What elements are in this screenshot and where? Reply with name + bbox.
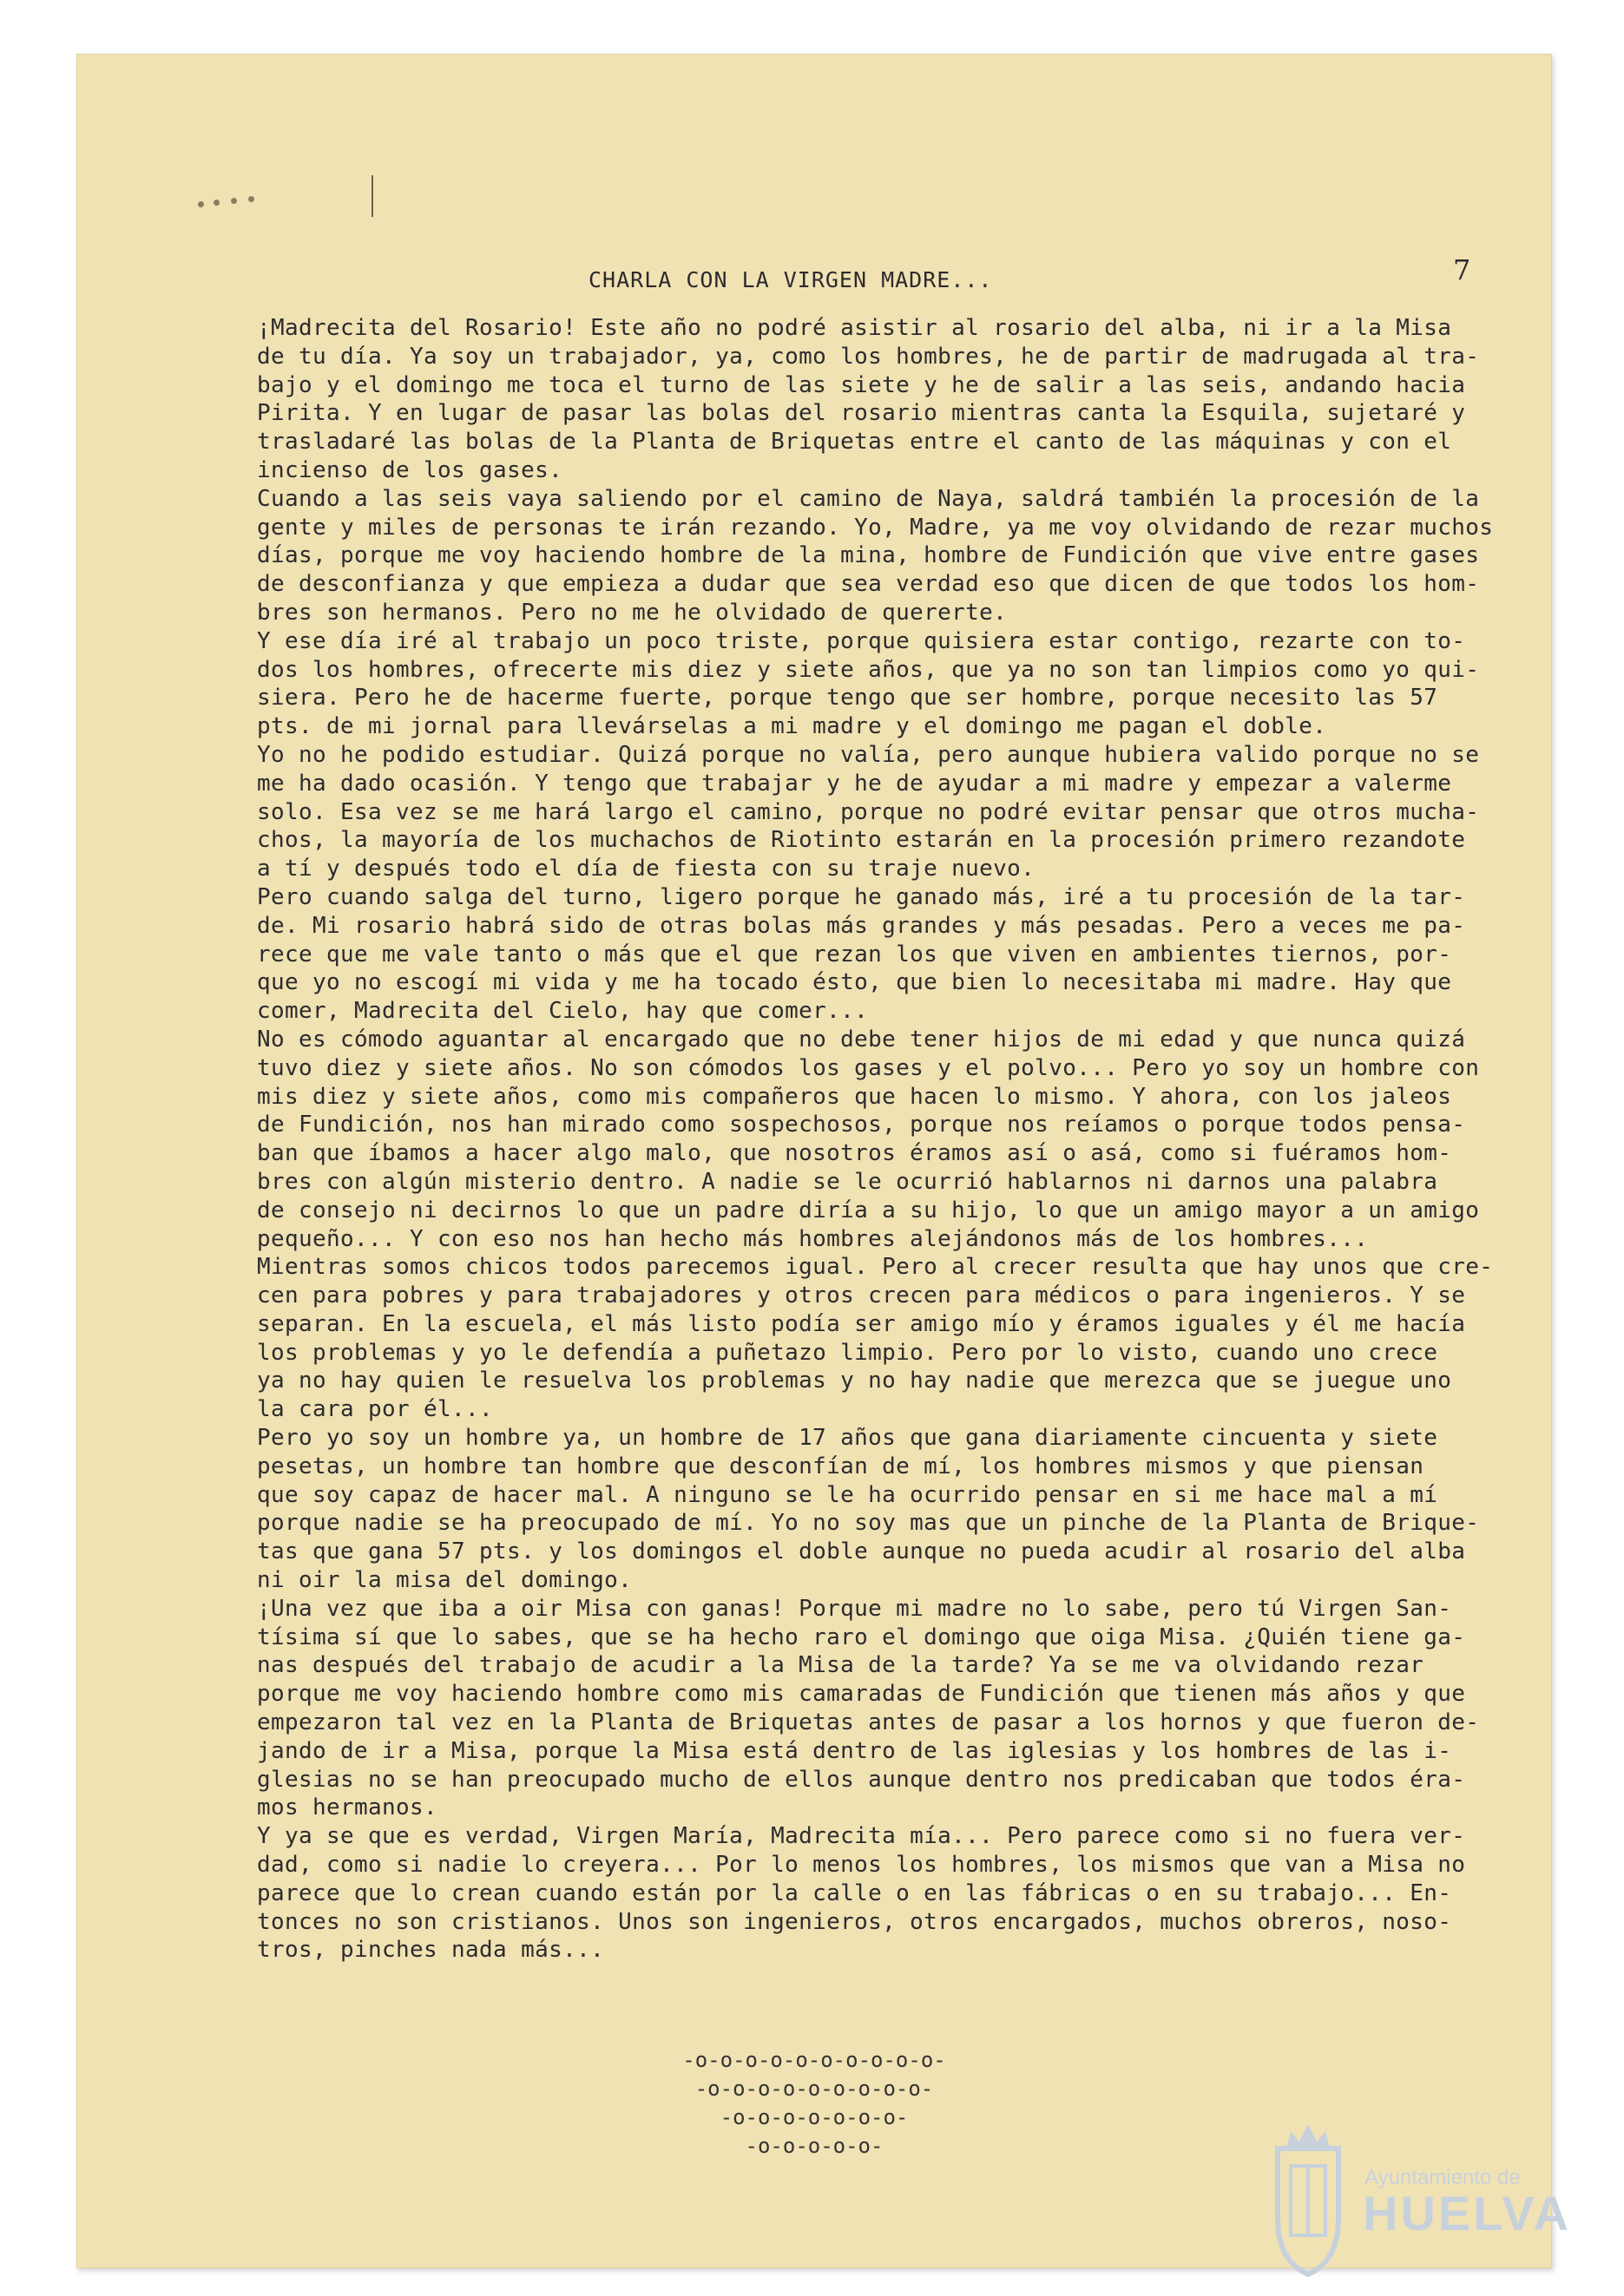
text-line: parece que lo crean cuando están por la calle o en las fábricas o en su trabajo... En- <box>257 1879 1452 1906</box>
ornament-line: -o-o-o-o-o-o-o-o-o- <box>694 2076 934 2101</box>
text-line: de tu día. Ya soy un trabajador, ya, como los hombres, he de partir de madrugada al tra- <box>257 343 1480 370</box>
text-line: siera. Pero he de hacerme fuerte, porque tengo que ser hombre, porque necesito las 57 <box>257 685 1438 712</box>
page-title: CHARLA CON LA VIRGEN MADRE... <box>588 267 993 292</box>
text-line: tonces no son cristianos. Unos son ingenieros, otros encargados, muchos obreros, noso- <box>257 1908 1452 1935</box>
text-line: dos los hombres, ofrecerte mis diez y siete años, que ya no son tan limpios como yo qui- <box>257 656 1480 683</box>
punch-mark <box>231 198 237 204</box>
punch-mark <box>198 201 204 207</box>
text-line: pesetas, un hombre tan hombre que desconfían de mí, los hombres mismos y que piensan <box>257 1453 1424 1479</box>
text-line: ban que íbamos a hacer algo malo, que nosotros éramos así o asá, como si fuéramos hom- <box>257 1140 1452 1167</box>
text-line: comer, Madrecita del Cielo, hay que comer... <box>257 998 869 1025</box>
text-line: mis diez y siete años, como mis compañeros que hacen lo mismo. Y ahora, con los jaleos <box>257 1083 1452 1110</box>
ornament-line: -o-o-o-o-o- <box>745 2134 884 2158</box>
text-line: porque me voy haciendo hombre como mis camaradas de Fundición que tienen más años y que <box>257 1681 1466 1708</box>
typed-page <box>76 54 1552 2268</box>
text-line: empezaron tal vez en la Planta de Briquetas antes de pasar a los hornos y que fueron de- <box>257 1709 1480 1736</box>
text-line: ¡Una vez que iba a oir Misa con ganas! Porque mi madre no lo sabe, pero tú Virgen San- <box>257 1595 1452 1622</box>
text-line: solo. Esa vez se me hará largo el camino, porque no podré evitar pensar que otros mucha- <box>257 798 1480 825</box>
text-line: tros, pinches nada más... <box>257 1937 605 1964</box>
watermark <box>1260 2114 1571 2287</box>
body-text <box>257 314 1550 1965</box>
text-line: de. Mi rosario habrá sido de otras bolas más grandes y más pesadas. Pero a veces me pa- <box>257 912 1466 939</box>
text-line: de desconfianza y que empieza a dudar que sea verdad eso que dicen de que todos los hom- <box>257 571 1480 598</box>
text-line: incienso de los gases. <box>257 456 563 483</box>
text-line: glesias no se han preocupado mucho de ellos aunque dentro nos predicaban que todos éra- <box>257 1766 1466 1793</box>
text-line: Y ya se que es verdad, Virgen María, Madrecita mía... Pero parece como si no fuera ver- <box>257 1823 1466 1850</box>
text-line: de consejo ni decirnos lo que un padre diría a su hijo, lo que un amigo mayor a un amigo <box>257 1197 1480 1223</box>
text-line: rece que me vale tanto o más que el que rezan los que viven en ambientes tiernos, por- <box>257 941 1452 968</box>
text-line: tuvo diez y siete años. No son cómodos los gases y el polvo... Pero yo soy un hombre con <box>257 1054 1480 1081</box>
text-line: mos hermanos. <box>257 1794 438 1821</box>
text-line: pts. de mi jornal para llevárselas a mi madre y el domingo me pagan el doble. <box>257 713 1327 740</box>
text-line: ¡Madrecita del Rosario! Este año no podré asistir al rosario del alba, ni ir a la Misa <box>257 315 1452 341</box>
text-line: me ha dado ocasión. Y tengo que trabajar y he de ayudar a mi madre y empezar a valerme <box>257 770 1452 797</box>
text-line: Cuando a las seis vaya saliendo por el camino de Naya, saldrá también la procesión de la <box>257 485 1480 512</box>
text-line: gente y miles de personas te irán rezando. Yo, Madre, ya me voy olvidando de rezar muchos <box>257 514 1494 541</box>
text-line: ni oir la misa del domingo. <box>257 1567 633 1594</box>
text-line: cen para pobres y para trabajadores y otros crecen para médicos o para ingenieros. Y se <box>257 1282 1466 1309</box>
text-line: días, porque me voy haciendo hombre de la mina, hombre de Fundición que vive entre gases <box>257 542 1480 569</box>
pencil-mark <box>371 175 373 217</box>
text-line: chos, la mayoría de los muchachos de Riotinto estarán en la procesión primero rezandote <box>257 827 1466 854</box>
text-line: Pero cuando salga del turno, ligero porque he ganado más, iré a tu procesión de la tar- <box>257 883 1466 910</box>
text-line: trasladaré las bolas de la Planta de Briquetas entre el canto de las máquinas y con el <box>257 429 1452 456</box>
text-line: dad, como si nadie lo creyera... Por lo menos los hombres, los mismos que van a Misa no <box>257 1852 1466 1879</box>
ornament-line: -o-o-o-o-o-o-o-o-o-o- <box>682 2048 946 2072</box>
text-line: bres son hermanos. Pero no me he olvidado de quererte. <box>257 599 1008 626</box>
text-line: No es cómodo aguantar al encargado que no debe tener hijos de mi edad y que nunca quizá <box>257 1026 1466 1053</box>
text-line: separan. En la escuela, el más listo podía ser amigo mío y éramos iguales y él me hacía <box>257 1310 1466 1337</box>
page-number: 7 <box>1453 253 1471 286</box>
text-line: pequeño... Y con eso nos han hecho más hombres alejándonos más de los hombres... <box>257 1225 1369 1252</box>
text-line: bres con algún misterio dentro. A nadie se le ocurrió hablarnos ni darnos una palabra <box>257 1168 1438 1195</box>
text-line: que soy capaz de hacer mal. A ninguno se le ha ocurrido pensar en si me hace mal a mí <box>257 1481 1438 1508</box>
watermark-title: HUELVA <box>1363 2186 1571 2240</box>
text-line: que yo no escogí mi vida y me ha tocado ésto, que bien lo necesitaba mi madre. Hay que <box>257 969 1452 996</box>
text-line: tísima sí que lo sabes, que se ha hecho raro el domingo que oiga Misa. ¿Quién tiene ga- <box>257 1624 1466 1650</box>
text-line: jando de ir a Misa, porque la Misa está dentro de las iglesias y los hombres de las i- <box>257 1737 1452 1764</box>
text-line: Y ese día iré al trabajo un poco triste, porque quisiera estar contigo, rezarte con to- <box>257 627 1466 654</box>
watermark-caption: Ayuntamiento de <box>1364 2166 1521 2189</box>
text-line: de Fundición, nos han mirado como sospechosos, porque nos reíamos o porque todos pensa- <box>257 1112 1466 1138</box>
text-line: la cara por él... <box>257 1396 494 1423</box>
text-line: los problemas y yo le defendía a puñetazo limpio. Pero por lo visto, cuando uno crece <box>257 1339 1438 1366</box>
ornament-line: -o-o-o-o-o-o-o- <box>720 2105 909 2129</box>
punch-mark <box>214 200 220 206</box>
text-line: ya no hay quien le resuelva los problemas y no hay nadie que merezca que se juegue uno <box>257 1368 1452 1394</box>
text-line: bajo y el domingo me toca el turno de las siete y he de salir a las seis, andando hacia <box>257 371 1466 398</box>
text-line: Mientras somos chicos todos parecemos igual. Pero al crecer resulta que hay unos que cre- <box>257 1254 1494 1281</box>
text-line: tas que gana 57 pts. y los domingos el doble aunque no pueda acudir al rosario del alba <box>257 1538 1466 1565</box>
text-line: a tí y después todo el día de fiesta con su traje nuevo. <box>257 856 1036 882</box>
text-line: nas después del trabajo de acudir a la Misa de la tarde? Ya se me va olvidando rezar <box>257 1652 1424 1679</box>
text-line: Pirita. Y en lugar de pasar las bolas del rosario mientras canta la Esquila, sujetaré y <box>257 400 1466 427</box>
crest-icon <box>1260 2114 1356 2279</box>
text-line: Pero yo soy un hombre ya, un hombre de 17 años que gana diariamente cincuenta y siete <box>257 1425 1438 1452</box>
text-line: Yo no he podido estudiar. Quizá porque no valía, pero aunque hubiera valido porque no se <box>257 741 1480 768</box>
punch-mark <box>248 196 254 202</box>
text-line: porque nadie se ha preocupado de mí. Yo no soy mas que un pinche de la Planta de Brique- <box>257 1510 1480 1537</box>
